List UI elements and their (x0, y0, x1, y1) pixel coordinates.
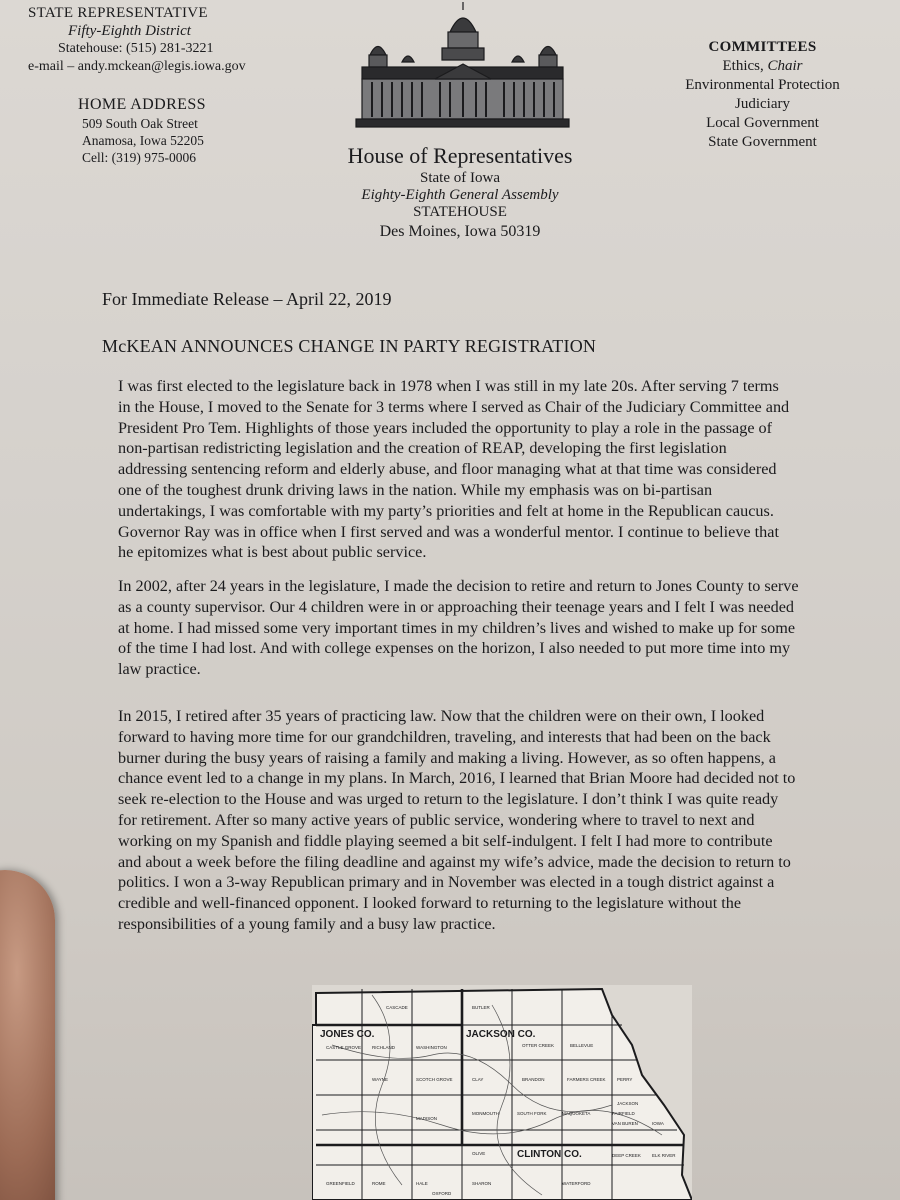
paragraph-line: chance event led to a change in my plans. In March, 2016, I learned that Brian Moore had decided not to (118, 769, 796, 788)
paragraph-line: at home. I had missed some very important times in my children’s lives and wished to make up for some (118, 618, 796, 637)
paragraph-line: one of the toughest drunk driving laws in the nation. While my emphasis was on bi-partisan (118, 480, 713, 499)
map-township-label: MONMOUTH (472, 1111, 499, 1116)
map-township-label: CLAY (472, 1077, 484, 1082)
home-address (78, 95, 298, 166)
capitol-building-illustration (350, 0, 575, 132)
home-address-heading: HOME ADDRESS (78, 96, 206, 113)
paragraph-line: seek re-election to the House and was urged to return to the legislature. I don’t think I was quite ready (118, 790, 779, 809)
map-township-label: BUTLER (472, 1005, 490, 1010)
map-township-label: OTTER CREEK (522, 1043, 555, 1048)
map-township-label: OXFORD (432, 1191, 452, 1196)
paragraph-line: working on my Spanish and fiddle playing seemed a bit self-indulgent. I felt I had more to contribute (118, 831, 773, 850)
map-township-label: PERRY (617, 1077, 633, 1082)
paragraph-line: of the time I had lost. And with college expenses on the horizon, I also needed to put more time into my (118, 639, 791, 658)
paragraph-line: responsibilities of a young family and a busy law practice. (118, 914, 496, 933)
rep-district: Fifty-Eighth District (68, 23, 191, 39)
release-dateline: For Immediate Release – April 22, 2019 (102, 289, 392, 309)
committee-local-government: Local Government (706, 115, 819, 131)
paragraph-line: as a county supervisor. Our 4 children were in or approaching their teenage years and I felt I was needed (118, 597, 795, 616)
committee-ethics-name: Ethics, (722, 58, 768, 74)
map-township-label: WASHINGTON (416, 1045, 447, 1050)
paragraph-line: he epitomizes what is best about public service. (118, 543, 427, 562)
map-county-label: JACKSON CO. (466, 1029, 536, 1040)
paragraph-line: In 2015, I retired after 35 years of practicing law. Now that the children were on their own, I looked (118, 707, 765, 725)
home-street: 509 South Oak Street (82, 116, 198, 131)
statehouse-phone: Statehouse: (515) 281-3221 (58, 41, 214, 56)
thumb (0, 870, 55, 1200)
committee-state-government: State Government (708, 134, 817, 150)
paragraph-line: undertakings, I was comfortable with my party’s priorities and felt at home in the Republican caucus. (118, 501, 774, 520)
paragraph-line: law practice. (118, 660, 201, 679)
paragraph-3 (118, 706, 878, 935)
committee-ethics-role: Chair (767, 58, 803, 74)
map-township-label: GREENFIELD (326, 1181, 355, 1186)
map-township-label: HALE (416, 1181, 428, 1186)
map-township-label: SHARON (472, 1181, 492, 1186)
paragraph-line: I was first elected to the legislature back in 1978 when I was still in my late 20s. After serving 7 terms (118, 377, 779, 395)
statehouse-city: Des Moines, Iowa 50319 (379, 223, 541, 240)
map-township-label: VAN BUREN (612, 1121, 638, 1126)
map-township-label: FAIRFIELD (612, 1111, 635, 1116)
map-township-label: SCOTCH GROVE (416, 1077, 453, 1082)
map-county-label: JONES CO. (320, 1029, 375, 1040)
paragraph-line: politics. I won a 3-way Republican primary and in November was elected in a tough district against a (118, 873, 775, 892)
general-assembly: Eighty-Eighth General Assembly (361, 187, 559, 203)
committees-heading: COMMITTEES (708, 39, 817, 55)
paragraph-line: Governor Ray was in office when I first served and was a wonderful mentor. I continue to believe that (118, 522, 779, 541)
map-township-label: CASTLE GROVE (326, 1045, 362, 1050)
map-township-label: IOWA (652, 1121, 664, 1126)
map-township-label: MAQUOKETA (562, 1111, 591, 1116)
rep-title: STATE REPRESENTATIVE (28, 5, 208, 21)
paragraph-line: for retirement. After so many active years of public service, wondering where to travel to next and (118, 810, 755, 829)
map-township-label: ELK RIVER (652, 1153, 676, 1158)
home-city: Anamosa, Iowa 52205 (82, 133, 204, 148)
map-township-label: BRANDON (522, 1077, 545, 1082)
statehouse-label: STATEHOUSE (413, 204, 507, 220)
district-map (312, 985, 692, 1200)
committee-judiciary: Judiciary (735, 96, 790, 112)
map-township-label: BELLEVUE (570, 1043, 594, 1048)
paragraph-line: non-partisan redistricting legislation and the creation of REAP, developing the first legislation (118, 439, 727, 458)
map-township-label: ROME (372, 1181, 386, 1186)
paragraph-line: in the House, I moved to the Senate for 3 terms where I served as Chair of the Judiciary Committee and (118, 397, 790, 416)
committee-environmental: Environmental Protection (685, 77, 840, 93)
paragraph-line: President Pro Tem. Highlights of those years included the opportunity to play a role in the passage of (118, 418, 773, 437)
paragraph-line: and about a week before the filing deadline and against my wife’s advice, made the decision to return to (118, 852, 791, 871)
paragraph-1 (118, 376, 878, 563)
map-county-label: CLINTON CO. (517, 1149, 582, 1160)
rep-email: e-mail – andy.mckean@legis.iowa.gov (28, 59, 246, 74)
house-info (305, 142, 615, 243)
committees-list (660, 38, 865, 152)
release-headline: McKEAN ANNOUNCES CHANGE IN PARTY REGISTRATION (102, 336, 597, 356)
map-township-label: MADISON (416, 1116, 438, 1121)
paragraph-2 (118, 576, 878, 680)
map-township-label: RICHLAND (372, 1045, 396, 1050)
map-township-label: WAYNE (372, 1077, 389, 1082)
paragraph-line: forward to having more time for our grandchildren, traveling, and interests that had been on the back (118, 727, 771, 746)
map-township-label: WATERFORD (562, 1181, 591, 1186)
home-cell: Cell: (319) 975-0006 (82, 150, 196, 165)
map-township-label: CASCADE (386, 1005, 408, 1010)
map-township-label: FARMERS CREEK (567, 1077, 606, 1082)
paragraph-line: credible and well-financed opponent. I looked forward to returning to the legislature without the (118, 894, 742, 913)
state-name: State of Iowa (420, 170, 500, 186)
paragraph-line: burner during the busy years of raising a family and making a living. However, as so often happens, a (118, 748, 776, 767)
map-township-label: OLIVE (472, 1151, 486, 1156)
map-township-label: JACKSON (617, 1101, 639, 1106)
map-township-label: DEEP CREEK (612, 1153, 641, 1158)
paragraph-line: In 2002, after 24 years in the legislature, I made the decision to retire and return to Jones County to serve (118, 577, 799, 595)
house-name: House of Representatives (347, 143, 573, 168)
paragraph-line: addressing sentencing reform and elderly abuse, and floor managing what at that time was considered (118, 460, 777, 479)
map-township-label: SOUTH FORK (517, 1111, 547, 1116)
representative-info (28, 4, 278, 76)
committee-ethics (660, 57, 865, 76)
